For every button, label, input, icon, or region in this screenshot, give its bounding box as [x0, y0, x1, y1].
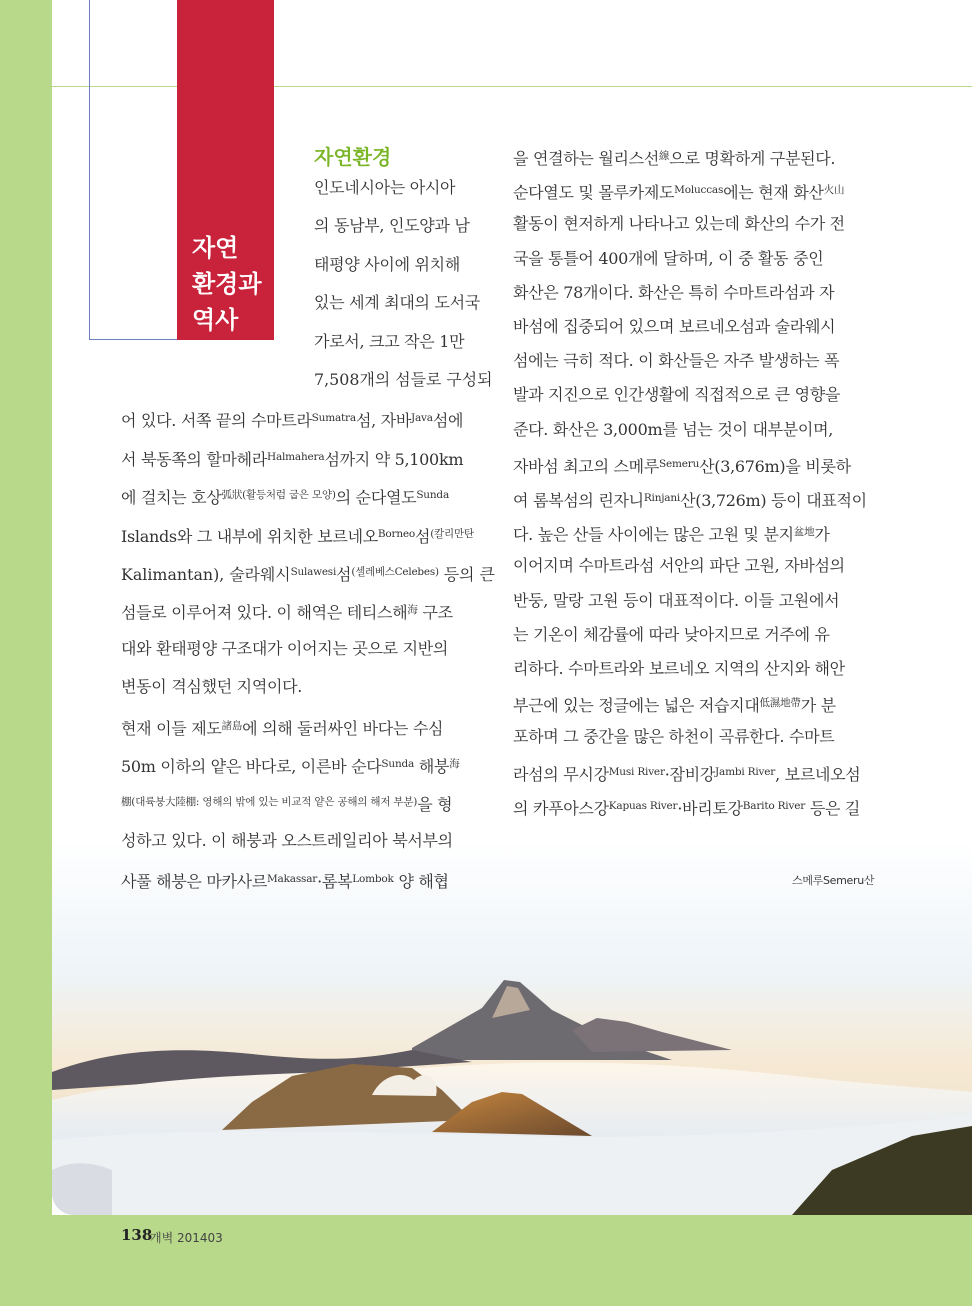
text-run: 棚(대륙붕大陸棚: 영해의 밖에 있는 비교적 얕은 공해의 해저 부분) [121, 796, 418, 809]
text-run: 구조 [417, 603, 453, 623]
text-run: Halmahera [266, 450, 325, 463]
text-line [513, 207, 880, 241]
text-run: 포하며 그 중간을 많은 하천이 곡류한다. 수마트 [513, 727, 835, 747]
text-run: 등의 큰 [438, 565, 495, 584]
text-run: 섬, 자바 [355, 411, 411, 431]
section-title [192, 230, 262, 338]
text-run: 리하다. 수마트라와 보르네오 지역의 산지와 해안 [513, 659, 845, 678]
text-run: 가 [814, 525, 830, 545]
text-line [513, 652, 880, 686]
text-run: 산(3,676m)을 비롯하 [699, 456, 851, 476]
text-line [121, 478, 488, 512]
text-run: 섬에 [432, 411, 464, 431]
text-run: Sunda [381, 758, 415, 770]
text-line [513, 686, 880, 720]
text-line [314, 325, 488, 359]
text-line [121, 401, 488, 435]
text-run: 산(3,726m) 등이 대표적이 [680, 491, 867, 510]
subheading: 자연환경 [314, 145, 392, 169]
text-run: , 보르네오섬 [775, 764, 861, 784]
text-run: 의 순다열도 [335, 488, 417, 508]
text-line [314, 248, 488, 282]
text-line [513, 447, 880, 481]
text-run: 에 걸치는 호상 [121, 488, 222, 508]
text-line [314, 171, 488, 205]
page-number: 138 [121, 1226, 153, 1244]
text-run: Kalimantan) [121, 565, 220, 584]
text-line [513, 310, 880, 344]
text-run: 가로서, 크고 작은 1만 [314, 331, 465, 351]
text-line [513, 755, 880, 789]
text-run: 양 해협 [393, 872, 449, 892]
text-line [513, 139, 880, 173]
text-run: Kapuas River [608, 799, 678, 812]
text-run: 7,508개의 섬들로 구성되 [314, 370, 493, 389]
text-line [513, 515, 880, 549]
text-run: 에 의해 둘러싸인 바다는 수심 [242, 718, 444, 738]
text-line [513, 413, 880, 447]
text-run: Sunda [416, 489, 450, 502]
text-run: ·잠비강 [664, 764, 716, 784]
section-title-line: 환경과 [192, 270, 262, 298]
text-run: Musi River [608, 765, 665, 778]
text-run: 을 형 [417, 795, 453, 815]
text-run: 50m 이하의 얕은 바다로, 이른바 순다 [121, 757, 382, 776]
section-title-line: 자연 [192, 234, 239, 262]
text-run: 태평양 사이에 위치해 [314, 254, 460, 274]
text-run: 諸島 [221, 719, 243, 732]
text-run: 자바섬 최고의 스메루 [513, 456, 659, 476]
text-run: 어 있다. 서쪽 끝의 수마트라 [121, 411, 312, 431]
text-line [121, 593, 488, 627]
text-line [314, 286, 488, 320]
text-run: 盆地 [793, 526, 815, 539]
text-line [513, 584, 880, 618]
text-run: 서 북동쪽의 할마헤라 [121, 449, 267, 469]
text-run: Rinjani [643, 492, 681, 504]
text-run: 사풀 해붕은 마카사르 [121, 872, 267, 892]
text-run: 의 동남부, 인도양과 남 [314, 216, 470, 236]
text-run: Islands [121, 526, 177, 546]
text-run: 다. 높은 산들 사이에는 많은 고원 및 분지 [513, 525, 794, 545]
text-run: 국을 통틀어 400개에 달하며, 이 중 활동 중인 [513, 248, 824, 268]
text-run: 여 롬복섬의 린자니 [513, 491, 644, 510]
text-run: 섬 [415, 526, 431, 546]
text-run: 으로 명확하게 구분된다. [669, 149, 836, 168]
text-line [121, 555, 495, 589]
text-run: 線 [658, 150, 670, 162]
text-run: 는 기온이 체감률에 따라 낮아지므로 거주에 유 [513, 624, 830, 644]
text-line [121, 747, 488, 781]
section-title-line: 역사 [192, 306, 239, 334]
text-run: 성하고 있다. 이 해붕과 오스트레일리아 북서부의 [121, 830, 453, 850]
text-run: 의 카푸아스강 [513, 798, 609, 818]
text-run: 대와 환태평양 구조대가 이어지는 곳으로 지반의 [121, 638, 449, 658]
text-run: Lombok [352, 873, 394, 886]
text-run: 低濕地帶 [759, 697, 801, 710]
text-run: ·바리토강 [677, 798, 743, 818]
text-line [121, 517, 488, 551]
text-run: ·롬복 [317, 872, 353, 892]
text-run: 인도네시아는 아시아 [314, 178, 456, 197]
text-line [513, 618, 880, 652]
text-line [121, 824, 488, 858]
text-line [121, 862, 488, 896]
text-line [314, 209, 488, 243]
text-run: Sulawesi [290, 566, 337, 578]
text-run: 화산은 78개이다. 화산은 특히 수마트라섬과 자 [513, 282, 835, 302]
text-line [513, 378, 880, 412]
text-run: 있는 세계 최대의 도서국 [314, 293, 480, 313]
section-frame [89, 0, 177, 340]
text-run: 라섬의 무시강 [513, 764, 609, 784]
page-margin-strip [0, 0, 52, 1306]
text-line [513, 276, 880, 310]
text-run: 반둥, 말랑 고원 등이 대표적이다. 이들 고원에서 [513, 590, 840, 610]
text-run: 섬에는 극히 적다. 이 화산들은 자주 발생하는 폭 [513, 351, 840, 371]
text-run: 섬 [336, 565, 352, 584]
text-run: 준다. 화산은 3,000m를 넘는 것이 대부분이며, [513, 419, 834, 439]
text-line [121, 785, 488, 819]
text-run: Borneo [377, 527, 416, 540]
text-line [513, 344, 880, 378]
text-run: 弧狀(활등처럼 굽은 모양) [221, 489, 336, 502]
text-run: 와 그 내부에 위치한 보르네오 [176, 526, 378, 546]
text-run: 을 연결하는 월리스선 [513, 149, 659, 168]
text-run: 이어지며 수마트라섬 서안의 파단 고원, 자바섬의 [513, 556, 845, 576]
text-run: Moluccas [674, 184, 724, 197]
text-run: Java [410, 412, 433, 425]
magazine-issue: 개벽 201403 [150, 1231, 223, 1245]
text-run: 해붕 [414, 757, 450, 776]
text-line [513, 549, 880, 583]
text-line [513, 789, 880, 823]
text-run: Barito River [742, 799, 806, 812]
text-run: 바섬에 집중되어 있으며 보르네오섬과 술라웨시 [513, 317, 836, 336]
text-line [121, 709, 488, 743]
text-line [314, 363, 493, 397]
text-run: 등은 길 [805, 798, 861, 818]
text-line [121, 670, 488, 704]
text-run: 海 [407, 604, 418, 617]
text-run: 섬까지 약 5,100km [324, 449, 464, 469]
text-run: 부근에 있는 정글에는 넓은 저습지대 [513, 696, 760, 716]
text-run: 에는 현재 화산 [723, 183, 824, 203]
text-run: Makassar [266, 873, 318, 886]
text-run: (칼리만탄 [430, 527, 474, 540]
text-run: 현재 이들 제도 [121, 718, 222, 738]
text-run: (셀레베스Celebes) [351, 566, 439, 578]
text-run: 가 분 [800, 696, 836, 716]
text-run: 섬들로 이루어져 있다. 이 해역은 테티스해 [121, 603, 408, 623]
text-line [513, 242, 880, 276]
text-line [513, 481, 880, 515]
text-run: 발과 지진으로 인간생활에 직접적으로 큰 영향을 [513, 385, 841, 405]
text-line [513, 720, 880, 754]
text-run: 火山 [823, 184, 845, 197]
text-run: 활동이 현저하게 나타나고 있는데 화산의 수가 전 [513, 214, 845, 234]
text-run: 순다열도 및 몰루카제도 [513, 183, 675, 203]
text-line [513, 173, 880, 207]
text-run: Jambi River [715, 765, 776, 778]
text-run: Sumatra [311, 412, 356, 425]
photo-caption: 스메루Semeru산 [792, 874, 875, 887]
text-run: Semeru [658, 457, 700, 470]
text-run: 변동이 격심했던 지역이다. [121, 677, 303, 697]
text-run: , 술라웨시 [219, 565, 291, 584]
text-line [121, 440, 488, 474]
text-line [121, 632, 488, 666]
text-run: 海 [449, 758, 460, 770]
